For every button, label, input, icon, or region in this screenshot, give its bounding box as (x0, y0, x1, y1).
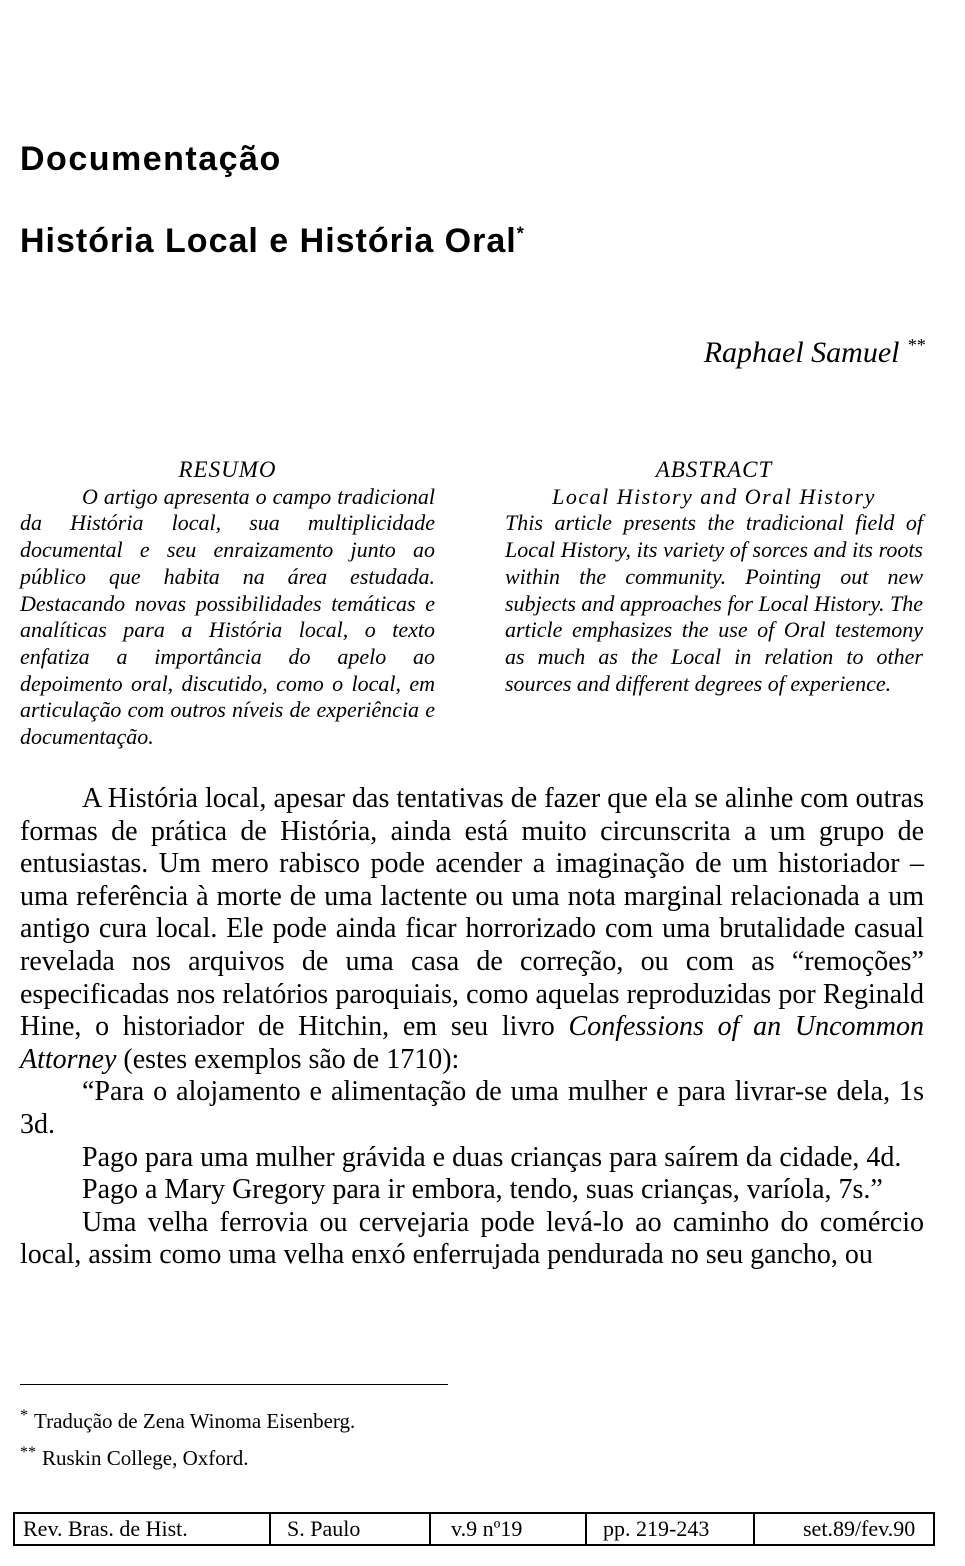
article-body (20, 783, 924, 1272)
book-title: Confessions of an Uncommon Attorney (20, 1011, 924, 1075)
footnote-2 (20, 1437, 355, 1474)
citation-pages: pp. 219-243 (587, 1514, 755, 1544)
abstract-text: This article presents the tradicional field of Local History, its variety of sorces and its roots within the community. Pointing out new subjects and approaches for Local History. The article emphasizes the use of Oral testemony as much as the Local in relation to other sources and different degrees of experience. (505, 510, 923, 696)
section-heading: Documentação (20, 140, 282, 178)
footnote-2-mark: ** (20, 1444, 36, 1461)
footnote-1-mark: * (20, 1407, 28, 1424)
footnote-1-text: Tradução de Zena Winoma Eisenberg. (34, 1409, 356, 1433)
footnote-2-text: Ruskin College, Oxford. (42, 1446, 249, 1470)
resumo-heading: RESUMO (178, 457, 277, 482)
footnotes (20, 1400, 355, 1474)
citation-city: S. Paulo (271, 1514, 431, 1544)
citation-journal: Rev. Bras. de Hist. (15, 1514, 271, 1544)
abstract-heading: ABSTRACT (655, 457, 773, 482)
author-name (704, 336, 925, 370)
article-title (20, 222, 525, 261)
resumo-column (20, 457, 435, 751)
author-name-text: Raphael Samuel (703, 336, 900, 369)
paragraph-1-end: (estes exemplos são de 1710): (116, 1043, 460, 1075)
citation-bar (13, 1512, 935, 1546)
quote-line-1: “Para o alojamento e alimentação de uma mulher e para livrar-se dela, 1s 3d. (20, 1076, 924, 1140)
resumo-text: O artigo apresenta o campo tradicional da História local, sua multiplicidade documental e seu enraizamento junto ao público que habita na área estudada. Destacando novas possibilidades temáticas e analíticas para a História local, o texto enfatiza a importância do apelo ao depoimento oral, discutido, como o local, em articulação com outros níveis de experiência e documentação. (20, 483, 435, 750)
article-title-text: História Local e História Oral (20, 222, 517, 260)
paragraph-1-start: A História local, apesar das tentativas de fazer que ela se alinhe com outras formas de prática de História, ainda está muito circunscrita a um grupo de entusiastas. Um mero rabisco pode acender a imaginação de um historiador – uma referência à morte de uma lactente ou uma nota marginal relacionada a um antigo cura local. Ele pode ainda ficar horrorizado com uma brutalidade casual revelada nos arquivos de uma casa de correção, ou com as “remoções” especificadas nos relatórios paroquiais, como aquelas reproduzidas por Reginald Hine, o historiador de Hitchin, em seu livro (20, 783, 924, 1043)
citation-volume: v.9 nº19 (431, 1514, 587, 1544)
footnote-1 (20, 1400, 355, 1437)
citation-date: set.89/fev.90 (803, 1516, 916, 1541)
author-footnote-mark: ** (907, 335, 925, 355)
body-paragraph-2: Uma velha ferrovia ou cervejaria pode levá-lo ao caminho do comércio local, assim como uma velha enxó enferrujada pendurada no seu gancho, ou (20, 1206, 924, 1271)
abstract-subtitle: Local History and Oral History (552, 483, 876, 509)
quote-line-2: Pago para uma mulher grávida e duas crianças para saírem da cidade, 4d. (82, 1141, 902, 1173)
quote-line-3: Pago a Mary Gregory para ir embora, tendo, suas crianças, varíola, 7s.” (82, 1174, 883, 1206)
title-footnote-mark: * (516, 223, 525, 244)
footnote-divider (20, 1384, 448, 1385)
body-paragraph-1 (20, 783, 924, 1076)
abstract-column (505, 457, 923, 697)
